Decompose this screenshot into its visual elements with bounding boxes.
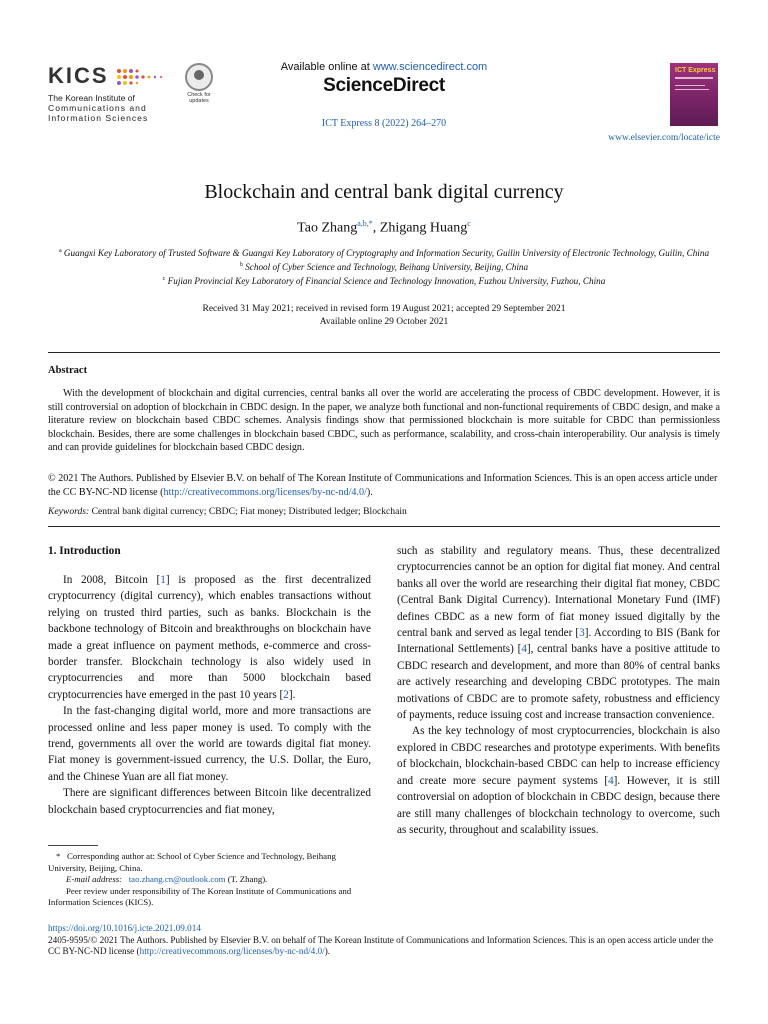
- page-footer: [48, 923, 720, 958]
- paragraph: In the fast-changing digital world, more and more transactions are processed online and less paper money is used. To comply with the trend, governments all over the world are towards digital fiat money. Fiat money is government-issued currency, the U.S. Dollar, the Euro, and the Chinese Yuan are all fiat money.: [48, 705, 371, 783]
- email-link[interactable]: tao.zhang.cn@outlook.com: [128, 874, 226, 885]
- sciencedirect-logo: ScienceDirect: [323, 75, 445, 96]
- check-updates-line1: Check for: [187, 92, 211, 98]
- footnote-divider: [48, 845, 98, 846]
- divider: [48, 526, 720, 527]
- kics-wordmark: KICS: [48, 63, 109, 88]
- available-online-date: Available online 29 October 2021: [319, 316, 449, 327]
- abstract-heading: Abstract: [48, 365, 88, 376]
- available-online: [0, 61, 768, 73]
- doi-link[interactable]: https://doi.org/10.1016/j.icte.2021.09.014: [48, 923, 201, 933]
- received-dates: Received 31 May 2021; received in revised form 19 August 2021; accepted 29 September 2021: [202, 304, 566, 314]
- citation-link[interactable]: 2: [283, 688, 289, 701]
- footnotes: [48, 851, 371, 909]
- author-affil-ref[interactable]: a,b,*: [357, 219, 373, 228]
- body-column-right: [397, 543, 720, 838]
- abstract-text: With the development of blockchain and digital currencies, central banks all over the world are accelerating the process of CBDC development. However, it is still controversial on adoption of blockchain in CBDC design. In the paper, we analyze both functional and non-functional requirements of CBDC design, and make a literature review on blockchain based CBDC schemes. Analysis findings show that permissioned blockchain is more suitable for CBDC than permissionless blockchain. Besides, there are some challenges in blockchain based CBDC, such as performance, scalability, and cross-chain interoperability. Our analysis is timely and can provide guidelines for blockchain based CBDC design.: [48, 388, 720, 454]
- copyright-notice: © 2021 The Authors. Published by Elsevier B.V. on behalf of The Korean Institute of Communications and Information Sciences. This is an open access article under the CC BY-NC-ND license (http://creativecommons.org/licenses/by-nc-nd/4.0/).: [48, 473, 718, 498]
- author-name: Zhigang Huang: [379, 220, 468, 236]
- journal-reference[interactable]: ICT Express 8 (2022) 264–270: [321, 118, 447, 129]
- check-updates-line2: updates: [189, 98, 209, 104]
- affiliation-b: $^b$ School of Cyber Science and Technology, Beihang University, Beijing, China: [239, 262, 529, 273]
- affiliation-c: $^c$ Fujian Provincial Key Laboratory of Financial Science and Technology Innovation, Fuzhou University, Fuzhou, China: [162, 276, 606, 287]
- kics-name-line2: Communications and: [48, 103, 147, 113]
- available-prefix: Available online at: [280, 61, 373, 73]
- paragraph: In 2008, Bitcoin [1] is proposed as the first decentralized cryptocurrency (digital currency), which enables transactions without relying on trusted third parties, such as banks. Blockchain is the backbone technology of Bitcoin and breakthroughs on blockchain have made a great influence on payment methods, e-commerce and cross-border transfer. Blockchain technology is also widely used in cryptocurrencies and more than 5000 blockchain based cryptocurrencies have emerged in the past 10 years [2].: [48, 574, 371, 701]
- license-link[interactable]: http://creativecommons.org/licenses/by-nc-nd/4.0/: [163, 486, 367, 498]
- affiliations: [48, 245, 720, 287]
- paragraph: As the key technology of most cryptocurrencies, blockchain is also explored in CBDC researches and prototype experiments. With benefits of blockchain, blockchain-based CBDC can help to increase efficiency and create more secure payment systems [4]. However, it is still controversial on adoption of blockchain in CBDC design, because there are still many challenges of blockchain technology to overcome, such as security, throughout and scalability issues.: [397, 725, 720, 836]
- divider: [48, 352, 720, 353]
- footer-license-link[interactable]: http://creativecommons.org/licenses/by-nc-nd/4.0/: [139, 946, 325, 957]
- keywords-label: Keywords:: [48, 506, 90, 517]
- author-list: Tao Zhang$^{a,b,*}$, Zhigang Huang$^c$: [297, 219, 471, 236]
- article-title: Blockchain and central bank digital currency: [204, 181, 564, 203]
- paragraph: There are significant differences between Bitcoin like decentralized blockchain based cryptocurrencies and fiat money,: [48, 787, 371, 816]
- email-note: E-mail address: tao.zhang.cn@outlook.com (T. Zhang).: [66, 874, 268, 885]
- kics-name-line1: The Korean Institute of: [48, 93, 135, 103]
- affiliation-a: $^a$ Guangxi Key Laboratory of Trusted Software & Guangxi Key Laboratory of Cryptography and Information Security, Guilin University of Electronic Technology, Guilin, China: [58, 248, 710, 259]
- keywords-list: Central bank digital currency; CBDC; Fiat money; Distributed ledger; Blockchain: [91, 506, 407, 517]
- elsevier-link[interactable]: www.elsevier.com/locate/icte: [608, 133, 720, 143]
- journal-cover-image[interactable]: [670, 63, 718, 126]
- citation-link[interactable]: 3: [579, 627, 585, 640]
- author-affil-ref[interactable]: c: [467, 219, 471, 228]
- sciencedirect-link[interactable]: www.sciencedirect.com: [372, 61, 488, 73]
- journal-cover-title: ICT Express: [675, 67, 716, 74]
- corresponding-author-note: * Corresponding author at: School of Cyber Science and Technology, Beihang University, Beijing, China.: [48, 851, 336, 873]
- peer-review-note: Peer review under responsibility of The Korean Institute of Communications and Information Sciences (KICS).: [48, 885, 352, 908]
- paragraph: such as stability and regulatory means. Thus, these decentralized cryptocurrencies cannot be an option for digital fiat money. And central banks all over the world are researching their digital fiat money, CBDC (Central Bank Digital Currency). International Monetary Fund (IMF) defines CBDC as a new form of fiat money issued digitally by the central bank and served as legal tender [3]. According to BIS (Bank for International Settlements) [4], central banks have a positive attitude to CBDC research and development, and more than 80% of central banks are actively researching and developing CBDC prototypes. The main motivations of CBDC are to promote safety, robustness and efficiency of payments, reduce issuing cost and increase transaction convenience.: [397, 545, 720, 722]
- author-name: Tao Zhang: [297, 220, 358, 236]
- kics-name-line3: Information Sciences: [48, 113, 149, 123]
- citation-link[interactable]: 1: [160, 574, 166, 586]
- citation-link[interactable]: 4: [608, 774, 614, 787]
- section-heading: 1. Introduction: [48, 545, 121, 557]
- article-dates: [0, 303, 768, 328]
- footer-license: 2405-9595/© 2021 The Authors. Published by Elsevier B.V. on behalf of The Korean Institute of Communications and Information Sciences. This is an open access article under the CC BY-NC-ND license (http://creativecommons.org/licenses/by-nc-nd/4.0/).: [48, 934, 714, 957]
- citation-link[interactable]: 4: [521, 643, 527, 656]
- body-column-left: [48, 572, 371, 818]
- keywords: [48, 506, 720, 517]
